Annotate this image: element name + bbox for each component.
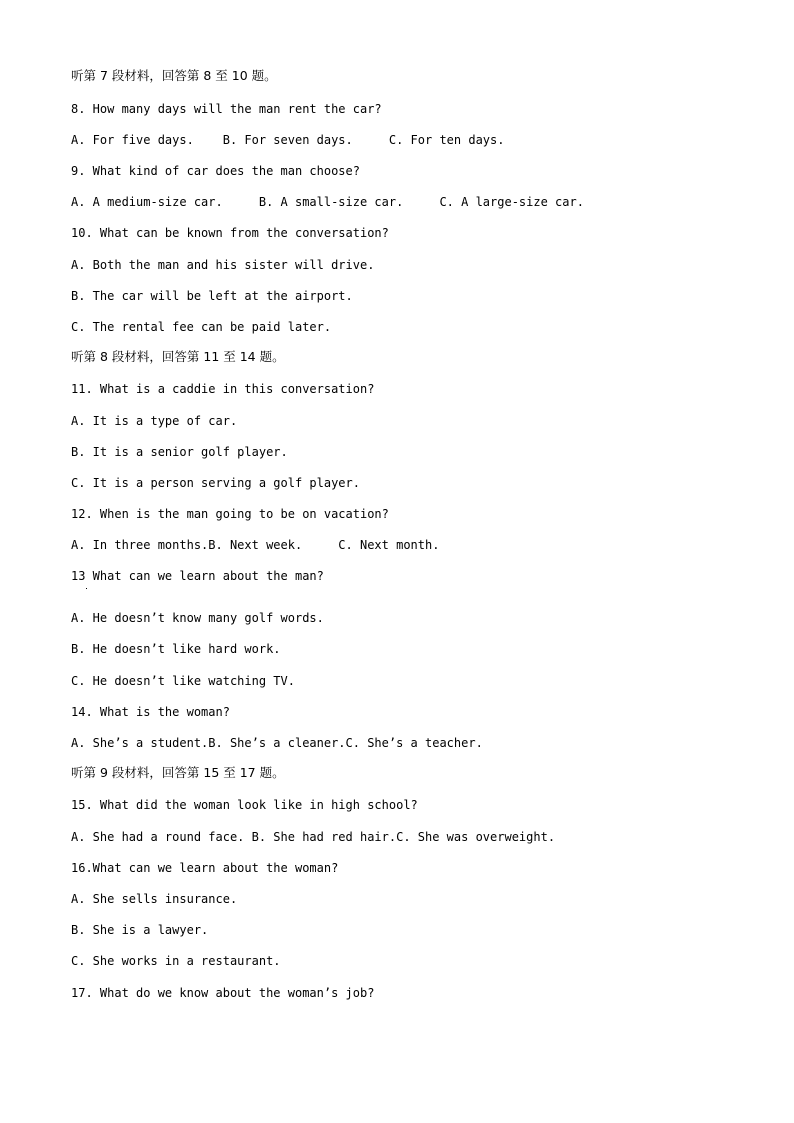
question-8-options: A. For five days. B. For seven days. C. For ten days.: [71, 133, 505, 147]
question-14: 14. What is the woman?: [71, 705, 230, 719]
question-9-options: A. A medium-size car. B. A small-size car. C. A large-size car.: [71, 195, 584, 209]
question-12: 12. When is the man going to be on vacation?: [71, 507, 389, 521]
question-13: 13 What can we learn about the man?: [71, 569, 324, 583]
question-16-option-c: C. She works in a restaurant.: [71, 954, 281, 968]
question-10: 10. What can be known from the conversation?: [71, 226, 389, 240]
question-11: 11. What is a caddie in this conversation?: [71, 382, 375, 396]
question-17: 17. What do we know about the woman’s job?: [71, 986, 375, 1000]
section-9-heading: 听第 9 段材料，回答第 15 至 17 题。: [71, 765, 285, 780]
section-7-heading: 听第 7 段材料，回答第 8 至 10 题。: [71, 68, 277, 83]
question-16-option-b: B. She is a lawyer.: [71, 923, 209, 937]
question-8: 8. How many days will the man rent the car?: [71, 102, 382, 116]
question-12-options: A. In three months.B. Next week. C. Next month.: [71, 538, 440, 552]
question-13-option-b: B. He doesn’t like hard work.: [71, 642, 281, 656]
question-9: 9. What kind of car does the man choose?: [71, 164, 360, 178]
question-11-option-a: A. It is a type of car.: [71, 414, 238, 428]
question-11-option-b: B. It is a senior golf player.: [71, 445, 288, 459]
question-15: 15. What did the woman look like in high school?: [71, 798, 418, 812]
question-10-option-c: C. The rental fee can be paid later.: [71, 320, 332, 334]
question-10-option-b: B. The car will be left at the airport.: [71, 289, 353, 303]
question-10-option-a: A. Both the man and his sister will drive.: [71, 258, 375, 272]
question-16: 16.What can we learn about the woman?: [71, 861, 339, 875]
section-8-heading: 听第 8 段材料，回答第 11 至 14 题。: [71, 349, 285, 364]
question-14-options: A. She’s a student.B. She’s a cleaner.C. She’s a teacher.: [71, 736, 483, 750]
question-16-option-a: A. She sells insurance.: [71, 892, 238, 906]
question-13-option-a: A. He doesn’t know many golf words.: [71, 611, 324, 625]
question-11-option-c: C. It is a person serving a golf player.: [71, 476, 360, 490]
question-15-options: A. She had a round face. B. She had red hair.C. She was overweight.: [71, 830, 556, 844]
stray-mark: [86, 588, 87, 589]
question-13-option-c: C. He doesn’t like watching TV.: [71, 674, 295, 688]
